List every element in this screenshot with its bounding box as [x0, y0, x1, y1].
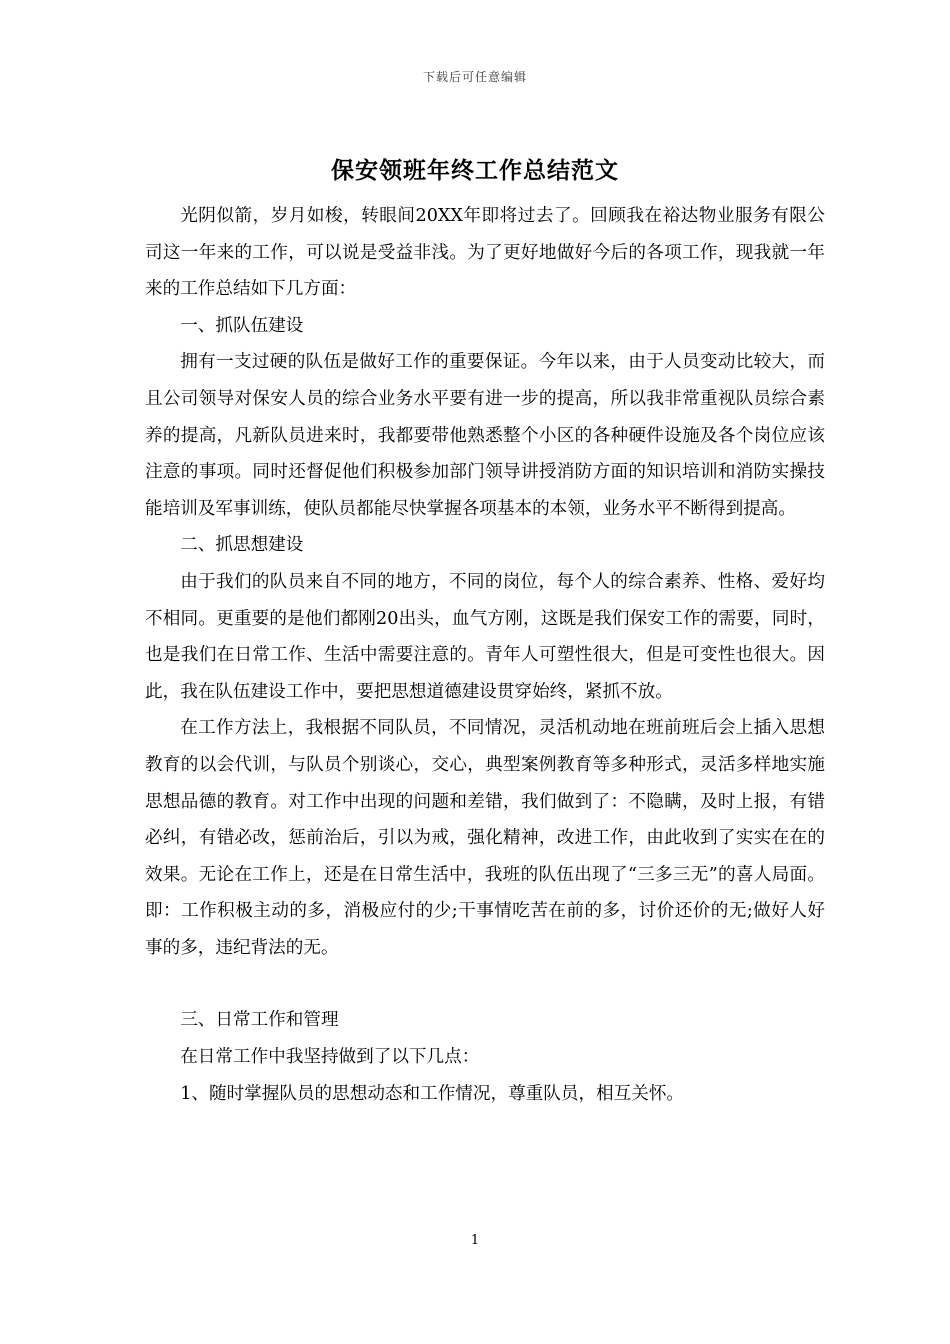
paragraph-ideology: 由于我们的队员来自不同的地方，不同的岗位，每个人的综合素养、性格、爱好均不相同。更重要的是他们都刚20出头，血气方刚，这既是我们保安工作的需要，同时，也是我们在日常工作、生活中需要注意的。青年人可塑性很大，但是可变性也很大。因此，我在队伍建设工作中，要把思想道德建设贯穿始终，紧抓不放。	[145, 571, 825, 702]
paragraph-team-building: 拥有一支过硬的队伍是做好工作的重要保证。今年以来，由于人员变动比较大，而且公司领导对保安人员的综合业务水平要有进一步的提高，所以我非常重视队员综合素养的提高，凡新队员进来时，我都要带他熟悉整个小区的各种硬件设施及各个岗位应该注意的事项。同时还督促他们积极参加部门领导讲授消防方面的知识培训和消防实操技能培训及军事训练，使队员都能尽快掌握各项基本的本领，业务水平不断得到提高。	[145, 352, 825, 519]
section-heading-2: 二、抓思想建设	[180, 535, 304, 556]
header-note: 下载后可任意编辑	[422, 70, 527, 84]
paragraph-intro: 光阴似箭，岁月如梭，转眼间20XX年即将过去了。回顾我在裕达物业服务有限公司这一年来的工作，可以说是受益非浅。为了更好地做好今后的各项工作，现我就一年来的工作总结如下几方面：	[145, 206, 825, 300]
list-item-1: 1、随时掌握队员的思想动态和工作情况，尊重队员，相互关怀。	[180, 1083, 685, 1104]
document-title: 保安领班年终工作总结范文	[331, 157, 619, 184]
paragraph-spacer	[145, 966, 825, 1002]
document-body	[145, 198, 825, 1112]
section-heading-1: 一、抓队伍建设	[180, 315, 304, 336]
paragraph-methods: 在工作方法上，我根据不同队员，不同情况，灵活机动地在班前班后会上插入思想教育的以会代训，与队员个别谈心，交心，典型案例教育等多种形式，灵活多样地实施思想品德的教育。对工作中出现的问题和差错，我们做到了：不隐瞒，及时上报，有错必纠，有错必改，惩前治后，引以为戒，强化精神，改进工作，由此收到了实实在在的效果。无论在工作上，还是在日常生活中，我班的队伍出现了“三多三无”的喜人局面。即：工作积极主动的多，消极应付的少;干事情吃苦在前的多，讨价还价的无;做好人好事的多，违纪背法的无。	[145, 718, 825, 958]
section-heading-3: 三、日常工作和管理	[180, 1010, 339, 1031]
page-number: 1	[470, 1233, 480, 1248]
paragraph-daily-intro: 在日常工作中我坚持做到了以下几点：	[180, 1047, 480, 1068]
